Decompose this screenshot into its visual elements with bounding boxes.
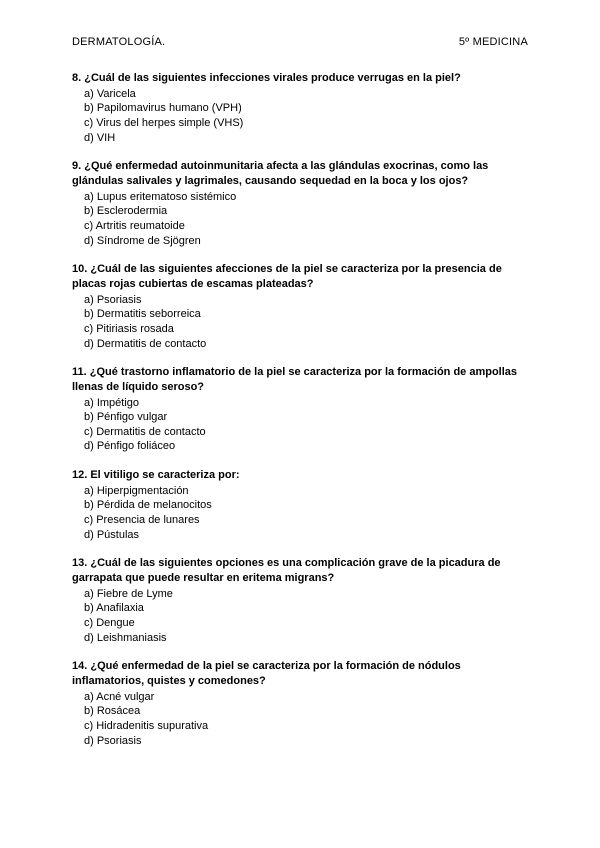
page-header — [72, 36, 528, 50]
option-list — [72, 690, 532, 748]
question-text: 8. ¿Cuál de las siguientes infecciones virales produce verrugas en la piel? — [72, 72, 461, 84]
option-c: c) Virus del herpes simple (VHS) — [84, 116, 244, 129]
option-b: b) Dermatitis seborreica — [84, 308, 201, 321]
option-list — [72, 484, 532, 542]
option-d: d) Síndrome de Sjögren — [84, 234, 201, 247]
question-list — [72, 71, 532, 762]
question-text: 11. ¿Qué trastorno inflamatorio de la piel se caracteriza por la formación de ampollas llenas de líquido seroso? — [72, 366, 518, 393]
question-text: 14. ¿Qué enfermedad de la piel se caracteriza por la formación de nódulos inflamatorios, quistes y comedones? — [72, 660, 461, 688]
option-a: a) Impétigo — [84, 396, 140, 409]
option-list — [72, 87, 532, 145]
question-14 — [72, 659, 532, 748]
option-d: d) Psoriasis — [84, 734, 142, 747]
option-c: c) Pitiriasis rosada — [84, 322, 174, 335]
option-b: b) Rosácea — [84, 705, 141, 718]
question-8 — [72, 71, 532, 145]
header-course: 5º MEDICINA — [458, 36, 528, 48]
option-d: d) Leishmaniasis — [84, 631, 167, 644]
option-c: c) Presencia de lunares — [84, 514, 200, 527]
header-subject: DERMATOLOGÍA. — [72, 36, 166, 48]
option-c: c) Hidradenitis supurativa — [84, 720, 209, 732]
option-a: a) Psoriasis — [84, 293, 142, 306]
option-b: b) Papilomavirus humano (VPH) — [84, 102, 242, 115]
question-text: 12. El vitiligo se caracteriza por: — [72, 469, 240, 482]
option-c: c) Dengue — [84, 617, 135, 630]
option-d: d) Pénfigo foliáceo — [84, 440, 176, 453]
option-a: a) Fiebre de Lyme — [84, 587, 173, 600]
option-list — [72, 190, 532, 248]
question-13 — [72, 556, 532, 645]
option-d: d) Pústulas — [84, 528, 140, 541]
option-b: b) Pérdida de melanocitos — [84, 499, 212, 512]
option-d: d) VIH — [84, 131, 116, 144]
option-a: a) Acné vulgar — [84, 690, 155, 703]
question-text: 9. ¿Qué enfermedad autoinmunitaria afecta a las glándulas exocrinas, como las glándulas salivales y lagrimales, causando sequedad en la boca y los ojos? — [72, 160, 489, 187]
option-a: a) Varicela — [84, 87, 136, 100]
question-12 — [72, 468, 532, 542]
option-d: d) Dermatitis de contacto — [84, 337, 207, 350]
option-b: b) Pénfigo vulgar — [84, 411, 168, 424]
option-a: a) Hiperpigmentación — [84, 484, 189, 497]
question-10 — [72, 262, 532, 351]
option-list — [72, 587, 532, 645]
option-b: b) Anafilaxia — [84, 602, 144, 615]
option-b: b) Esclerodermia — [84, 205, 168, 218]
option-list — [72, 396, 532, 454]
option-c: c) Artritis reumatoide — [84, 219, 185, 232]
option-a: a) Lupus eritematoso sistémico — [84, 190, 237, 203]
question-9 — [72, 159, 532, 248]
question-text: 13. ¿Cuál de las siguientes opciones es una complicación grave de la picadura de garrapata que puede resultar en eritema migrans? — [72, 557, 501, 585]
option-list — [72, 293, 532, 351]
question-11 — [72, 365, 532, 454]
option-c: c) Dermatitis de contacto — [84, 425, 206, 438]
question-text: 10. ¿Cuál de las siguientes afecciones de la piel se caracteriza por la presencia de placas rojas cubiertas de escamas plateadas? — [72, 263, 502, 290]
